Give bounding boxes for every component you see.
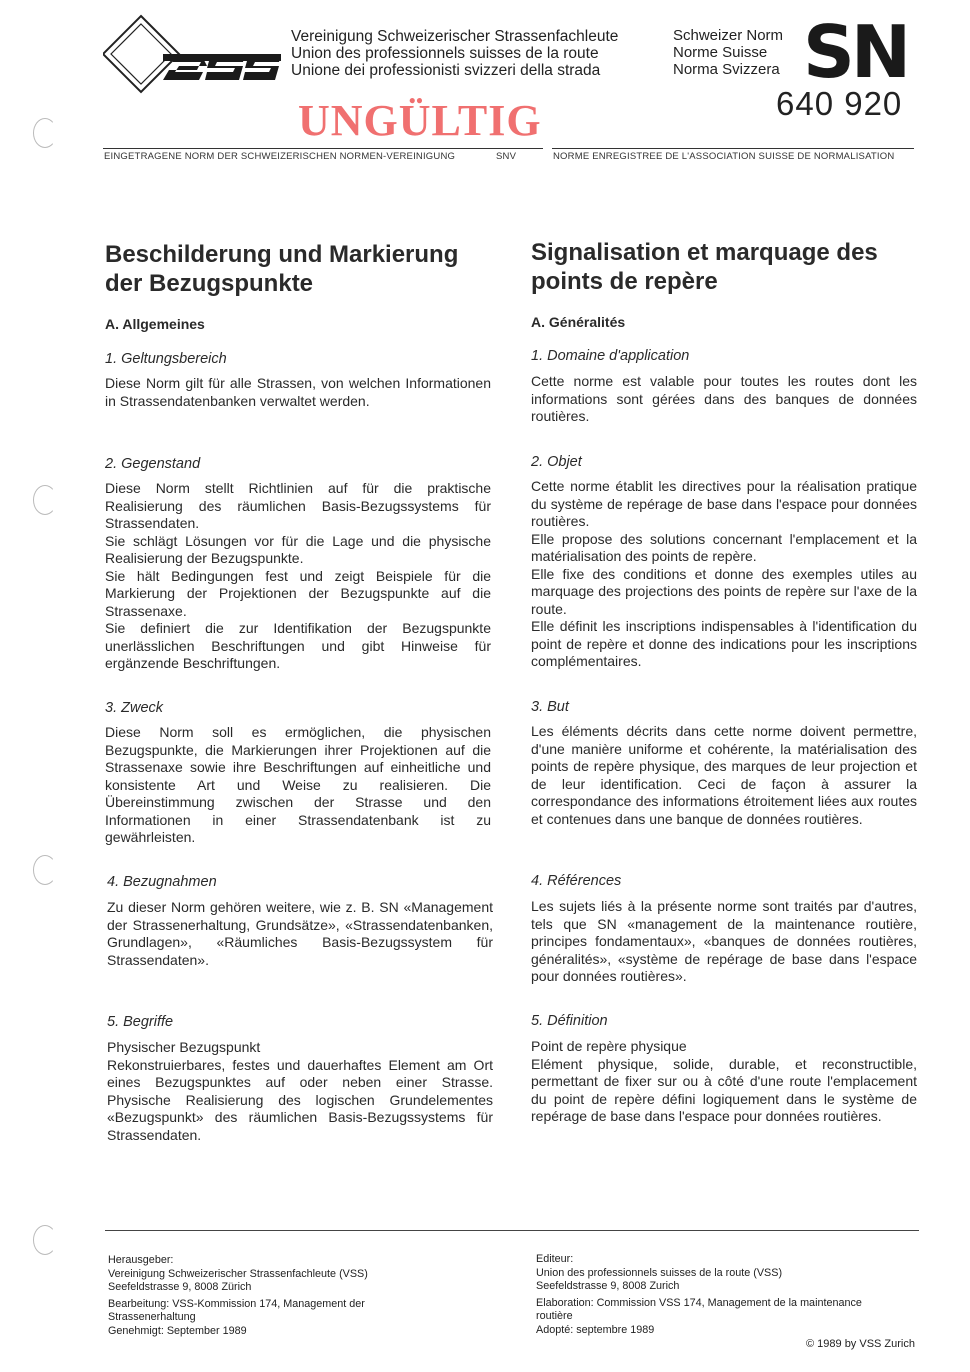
german-column <box>105 240 491 298</box>
invalid-stamp: UNGÜLTIG <box>298 96 542 145</box>
org-name-de: Vereinigung Schweizerischer Strassenfachleute <box>291 28 619 45</box>
section-5-term-fr: Point de repère physique <box>531 1038 687 1054</box>
binder-hole <box>33 485 57 515</box>
title-fr <box>531 238 917 296</box>
french-column <box>531 238 917 296</box>
footer-address-fr: Seefeldstrasse 9, 8008 Zurich <box>536 1280 680 1292</box>
title-fr-line2: points de repère <box>531 268 718 295</box>
section-2-para-2-de: Sie schlägt Lösungen vor für die Lage und die physische Realisierung der Bezugspunkte. <box>105 532 491 566</box>
vss-logo <box>103 14 283 94</box>
binder-hole <box>33 118 57 148</box>
organization-names <box>291 28 618 79</box>
section-4-heading-de: 4. Bezugnahmen <box>107 874 217 890</box>
binder-hole <box>33 855 57 885</box>
registration-rule-right <box>552 148 914 149</box>
registration-rule-left <box>103 148 543 149</box>
footer-publisher-fr: Union des professionnels suisses de la route (VSS) <box>536 1266 783 1279</box>
footer-commission-fr: Elaboration: Commission VSS 174, Management de la maintenance routière <box>536 1296 862 1322</box>
norm-label-fr: Norme Suisse <box>673 44 768 61</box>
norm-number: 640 920 <box>776 85 903 122</box>
title-fr-line1: Signalisation et marquage des <box>531 239 878 266</box>
footer-address-de: Seefeldstrasse 9, 8008 Zürich <box>108 1281 252 1293</box>
section-2-para-3-de: Sie hält Bedingungen fest und zeigt Beispiele für die Markierung der Projektionen der Bezugspunkte auf die Strassenaxe. <box>105 567 491 619</box>
section-1-heading-de: 1. Geltungsbereich <box>105 351 227 367</box>
section-3-text-fr: Les éléments décrits dans cette norme doivent permettre, d'une manière uniforme et cohérente, la matérialisation des points de repère physique, des marques de leur projection et de leur identification. Ceci de façon à assurer la correspondance des informations étroitement liées aux routes et contenues dans une banque de données routières. <box>531 723 917 827</box>
section-2-para-1-fr: Cette norme établit les directives pour la réalisation pratique du système de repérage de base dans l'espace pour données routières. <box>531 478 917 529</box>
title-de-line1: Beschilderung und Markierung <box>105 241 459 268</box>
org-name-fr: Union des professionnels suisses de la route <box>291 45 599 62</box>
section-5-definition-de: Rekonstruierbares, festes und dauerhaftes Element am Ort eines Bezugspunktes auf oder neben einer Strasse. Physische Realisierung des logischen Grundelementes «Bezugspunkt» des räumlichen Basis-Bezugssystems für Strassendaten. <box>107 1056 493 1143</box>
footer-commission-de: Bearbeitung: VSS-Kommission 174, Management der Strassenerhaltung <box>108 1297 365 1323</box>
footer-fr <box>536 1253 896 1337</box>
section-3-heading-fr: 3. But <box>531 699 569 715</box>
footer-approved-fr: Adopté: septembre 1989 <box>536 1323 655 1336</box>
footer-rule <box>105 1230 919 1231</box>
title-de-line2: der Bezugspunkte <box>105 270 314 297</box>
section-3-text-de: Diese Norm soll es ermöglichen, die physischen Bezugspunkte, die Markierungen ihrer Projektionen auf die Strassenaxe sowie ihre Beschriftungen auf einheitliche und konsistente Art und Weise zu realisieren. Die Übereinstimmung zwischen der Strasse und den Informationen in einer Strassendatenbank ist zu gewährleisten. <box>105 724 491 845</box>
section-2-para-1-de: Diese Norm stellt Richtlinien auf für die praktische Realisierung des räumlichen Basis-Bezugssystems für Strassendaten. <box>105 480 491 531</box>
footer-de <box>108 1254 468 1338</box>
section-5-heading-fr: 5. Définition <box>531 1013 608 1029</box>
section-5-text-fr <box>531 1038 917 1126</box>
norm-label-it: Norma Svizzera <box>673 61 780 78</box>
section-5-text-de <box>107 1039 493 1144</box>
section-a-de: A. Allgemeines <box>105 316 205 332</box>
registration-snv: SNV <box>496 151 517 162</box>
footer-publisher-label-fr: Editeur: <box>536 1253 574 1265</box>
registration-de: EINGETRAGENE NORM DER SCHWEIZERISCHEN NORMEN-VEREINIGUNG <box>104 151 456 162</box>
section-2-text-fr <box>531 478 917 671</box>
section-5-term-de: Physischer Bezugspunkt <box>107 1039 261 1055</box>
title-de <box>105 240 491 298</box>
section-2-heading-de: 2. Gegenstand <box>105 456 201 472</box>
section-5-definition-fr: Elément physique, solide, durable, et reconstructible, permettant de fixer sur ou à côté d'une route l'emplacement du point de repère défini logiquement dans le système de repérage de base dans l'espace pour données routières. <box>531 1055 917 1124</box>
section-1-heading-fr: 1. Domaine d'application <box>531 348 690 364</box>
binder-hole <box>33 1225 57 1255</box>
section-2-para-4-de: Sie definiert die zur Identifikation der Bezugspunkte unerlässlichen Beschriftungen und gibt Hinweise für ergänzende Beschriftungen. <box>105 620 491 671</box>
org-name-it: Unione dei professionisti svizzeri della strada <box>291 62 601 79</box>
section-2-heading-fr: 2. Objet <box>531 454 582 470</box>
section-4-text-de: Zu dieser Norm gehören weitere, wie z. B. SN «Management der Strassenerhaltung, Grundsätze», «Strassendatenbanken, Grundlagen», «Räumliches Basis-Bezugssystem für Strassendaten». <box>107 899 493 968</box>
registration-fr: NORME ENREGISTREE DE L'ASSOCIATION SUISSE DE NORMALISATION <box>553 151 895 162</box>
section-4-text-fr: Les sujets liés à la présente norme sont traités par d'autres, tels que SN «management de la maintenance routière, principes fondamentaux», «banques de données routières, généralités», «système de repérage de base dans l'espace pour données routières». <box>531 898 917 984</box>
section-3-heading-de: 3. Zweck <box>105 700 164 716</box>
copyright: © 1989 by VSS Zurich <box>806 1338 915 1350</box>
norm-labels <box>673 27 783 78</box>
sn-logo: SN <box>803 10 908 94</box>
section-1-text-fr: Cette norme est valable pour toutes les routes dont les informations sont gérées dans des banques de données routières. <box>531 373 917 424</box>
norm-label-de: Schweizer Norm <box>673 27 784 44</box>
section-5-heading-de: 5. Begriffe <box>107 1014 174 1030</box>
section-2-para-2-fr: Elle propose des solutions concernant l'emplacement et la matérialisation des points de repère. <box>531 530 917 564</box>
section-a-fr: A. Généralités <box>531 314 626 330</box>
section-1-text-de: Diese Norm gilt für alle Strassen, von welchen Informationen in Strassendatenbanken verwaltet werden. <box>105 375 491 409</box>
section-2-para-3-fr: Elle fixe des conditions et donne des exemples utiles au marquage des projections des points de repère sur l'axe de la route. <box>531 565 917 617</box>
footer-publisher-de: Vereinigung Schweizerischer Strassenfachleute (VSS) <box>108 1267 368 1280</box>
section-2-text-de <box>105 480 491 673</box>
section-4-heading-fr: 4. Références <box>531 873 622 889</box>
section-2-para-4-fr: Elle définit les inscriptions indispensables à l'identification du point de repère et donne des indications pour les inscriptions complémentaires. <box>531 618 917 669</box>
footer-publisher-label-de: Herausgeber: <box>108 1254 174 1266</box>
footer-approved-de: Genehmigt: September 1989 <box>108 1324 247 1337</box>
